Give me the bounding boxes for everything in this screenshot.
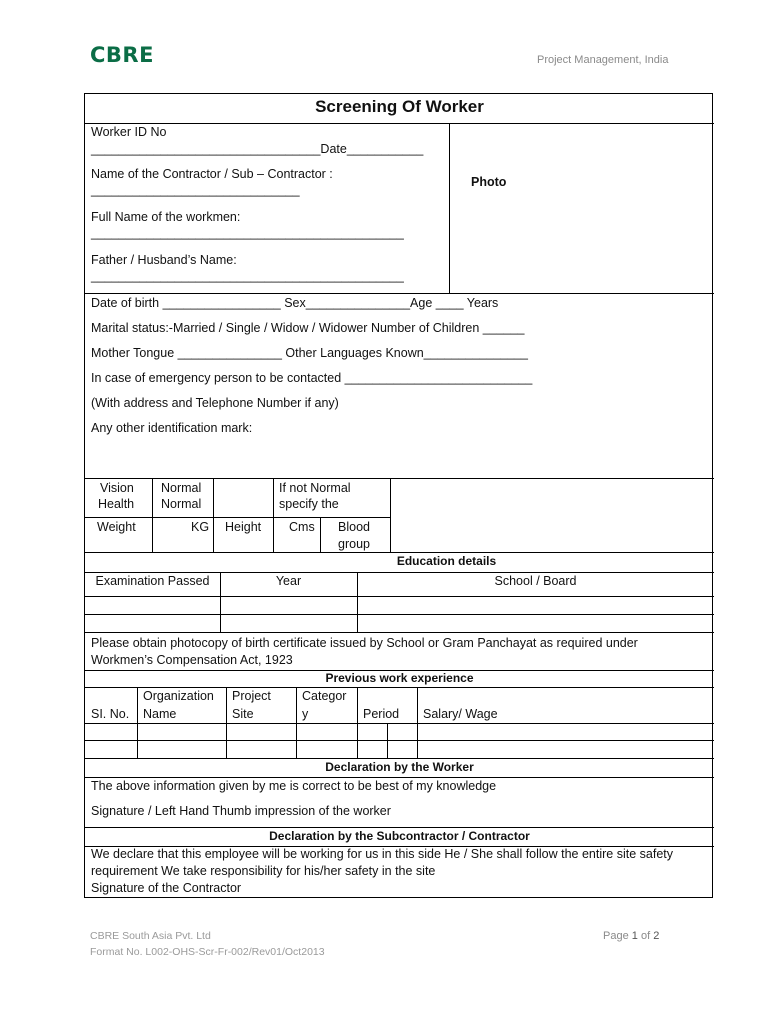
vision-label: Vision [100, 481, 134, 495]
divider [357, 572, 358, 632]
divider [85, 777, 714, 778]
marital-status-line: Marital status:-Married / Single / Widow / Widower Number of Children ______ [91, 321, 525, 335]
divider [152, 478, 153, 552]
divider [85, 572, 714, 573]
page-number [603, 930, 659, 942]
divider [213, 478, 214, 552]
col-year: Year [275, 574, 302, 588]
divider [85, 293, 714, 294]
address-note: (With address and Telephone Number if any) [91, 396, 339, 410]
contractor-declaration-heading: Declaration by the Subcontractor / Contractor [269, 829, 530, 843]
father-name-label: Father / Husband’s Name: [91, 253, 237, 267]
height-label: Height [225, 520, 262, 534]
col-site: Site [232, 707, 254, 721]
divider [85, 827, 714, 828]
header-subtitle: Project Management, India [537, 54, 669, 66]
health-label: Health [98, 497, 135, 511]
cms-unit: Cms [289, 520, 315, 534]
divider [85, 123, 714, 124]
worker-declaration-heading: Declaration by the Worker [325, 760, 474, 774]
experience-heading: Previous work experience [325, 671, 474, 685]
footer-company: CBRE South Asia Pvt. Ltd [90, 930, 211, 942]
blood-group-label: group [338, 537, 370, 551]
blood-label: Blood [338, 520, 370, 534]
divider [449, 123, 450, 293]
contractor-declaration-text-2: requirement We take responsibility for his/her safety in the site [91, 864, 436, 878]
divider [85, 478, 714, 479]
contractor-line: ______________________________ [91, 183, 300, 197]
col-examination: Examination Passed [95, 574, 210, 588]
kg-unit: KG [191, 520, 210, 534]
divider [220, 572, 221, 632]
page-current: 1 [631, 930, 638, 942]
if-not-normal-label: If not Normal [279, 481, 351, 495]
col-category-wrap: y [302, 707, 309, 721]
divider [85, 758, 714, 759]
identification-mark-line: Any other identification mark: [91, 421, 253, 435]
divider [85, 632, 714, 633]
footer-format-no: Format No. L002-OHS-Scr-Fr-002/Rev01/Oct2013 [90, 946, 325, 958]
page-total: 2 [653, 930, 660, 942]
contractor-signature-line: Signature of the Contractor [91, 881, 242, 895]
mother-tongue-line: Mother Tongue _______________ Other Languages Known_______________ [91, 346, 528, 360]
health-normal: Normal [161, 497, 202, 511]
divider [85, 687, 714, 688]
emergency-contact-line: In case of emergency person to be contacted ___________________________ [91, 371, 533, 385]
divider [85, 723, 714, 724]
education-heading: Education details [396, 554, 497, 568]
specify-label: specify the [279, 497, 339, 511]
form-title: Screening Of Worker [315, 97, 484, 116]
divider [320, 517, 321, 552]
col-school-board: School / Board [494, 574, 577, 588]
col-sl-no: SI. No. [91, 707, 130, 721]
worker-signature-line: Signature / Left Hand Thumb impression of the worker [91, 804, 391, 818]
col-category: Categor [302, 689, 347, 703]
father-name-line: _____________________________________________ [91, 269, 404, 283]
col-period: Period [363, 707, 400, 721]
birth-certificate-note-act: Workmen’s Compensation Act, 1923 [91, 653, 293, 667]
screening-form [84, 93, 713, 898]
company-logo: CBRE [90, 43, 154, 67]
birth-certificate-note: Please obtain photocopy of birth certificate issued by School or Gram Panchayat as required under [91, 636, 638, 650]
col-project: Project [232, 689, 271, 703]
dob-sex-age-line: Date of birth _________________ Sex_______________Age ____ Years [91, 296, 499, 310]
contractor-declaration-text: We declare that this employee will be working for us in this side He / She shall follow the entire site safety [91, 847, 673, 861]
worker-id-label: Worker ID No [91, 125, 167, 139]
divider [85, 614, 714, 615]
worker-declaration-text: The above information given by me is correct to be best of my knowledge [91, 779, 497, 793]
divider [85, 596, 714, 597]
divider [85, 552, 714, 553]
vision-normal: Normal [161, 481, 202, 495]
photo-box-label: Photo [471, 175, 507, 189]
col-organization: Organization [143, 689, 214, 703]
worker-id-date-line: _________________________________Date___________ [91, 142, 424, 156]
page-of: of [640, 930, 651, 942]
col-organization-name: Name [143, 707, 177, 721]
weight-label: Weight [97, 520, 136, 534]
divider [85, 517, 390, 518]
contractor-label: Name of the Contractor / Sub – Contractor : [91, 167, 333, 181]
full-name-label: Full Name of the workmen: [91, 210, 241, 224]
full-name-line: _____________________________________________ [91, 226, 404, 240]
divider [390, 478, 391, 552]
divider [273, 478, 274, 552]
divider [85, 740, 714, 741]
col-salary: Salary/ Wage [423, 707, 498, 721]
page-word: Page [603, 930, 629, 942]
